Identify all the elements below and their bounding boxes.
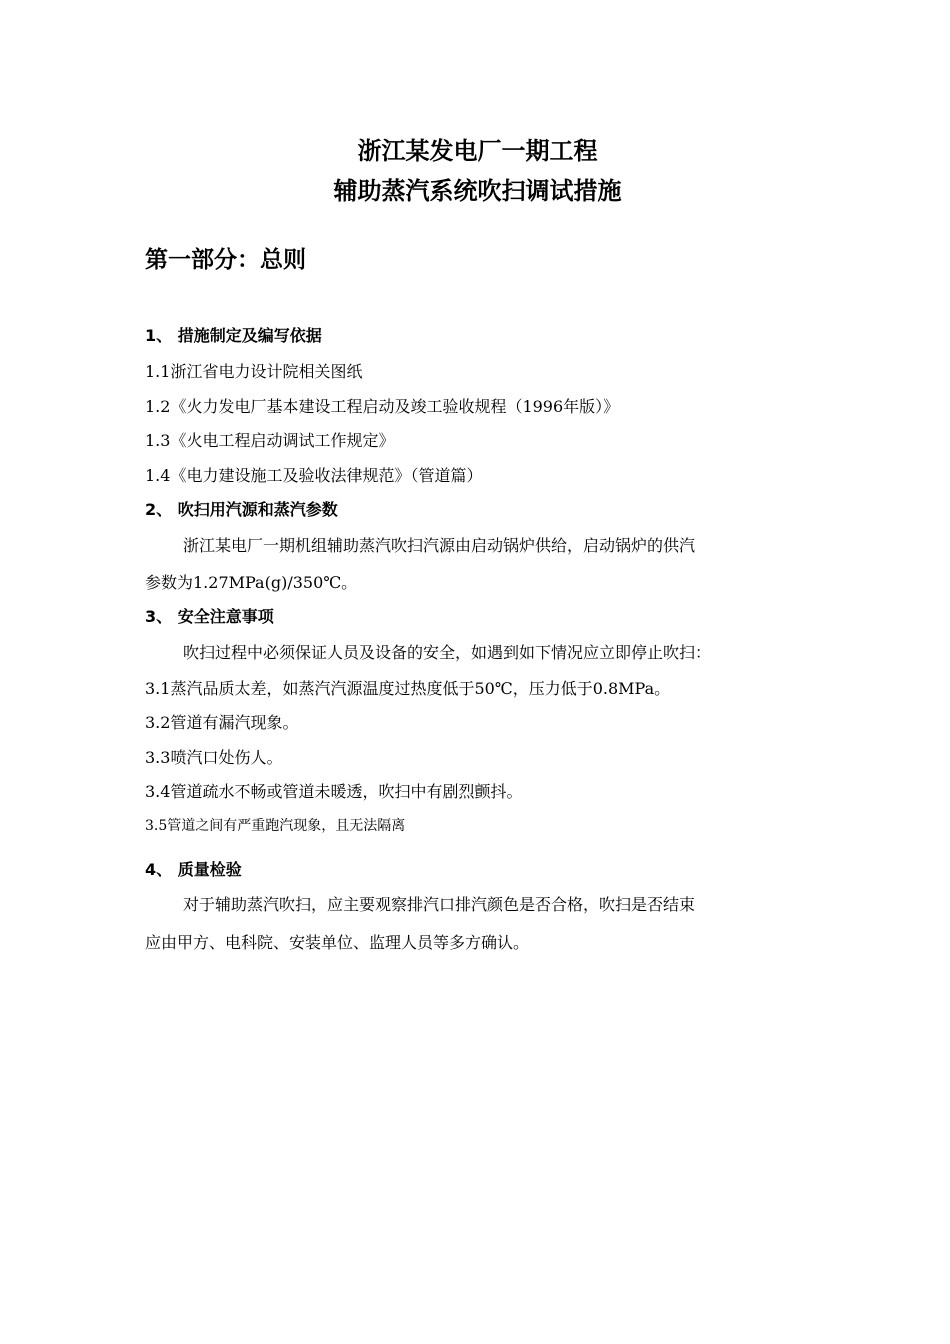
section-heading-4: 4、 质量检验 [145,860,242,879]
section-3-line-1: 吹扫过程中必须保证人员及设备的安全，如遇到如下情况应立即停止吹扫： [183,643,712,662]
document-title-line-1: 浙江某发电厂一期工程 [357,137,598,165]
section-3-line-5: 3.4管道疏水不畅或管道未暖透，吹扫中有剧烈颤抖。 [145,782,523,801]
section-3-line-4: 3.3喷汽口处伤人。 [145,748,283,767]
section-4-line-1: 对于辅助蒸汽吹扫，应主要观察排汽口排汽颜色是否合格，吹扫是否结束 [183,895,696,914]
part-heading: 第一部分：总则 [145,247,306,273]
section-2-line-2: 参数为1.27MPa(g)/350℃。 [145,573,358,592]
section-heading-3: 3、 安全注意事项 [145,607,274,626]
section-3-line-6: 3.5管道之间有严重跑汽现象，且无法隔离 [145,818,406,834]
section-heading-2: 2、 吹扫用汽源和蒸汽参数 [145,500,338,519]
section-3-line-2: 3.1蒸汽品质太差，如蒸汽汽源温度过热度低于50℃，压力低于0.8MPa。 [145,679,671,698]
section-2-line-1: 浙江某电厂一期机组辅助蒸汽吹扫汽源由启动锅炉供给，启动锅炉的供汽 [183,536,696,555]
section-heading-1: 1、 措施制定及编写依据 [145,326,322,345]
section-1-line-2: 1.2《火力发电厂基本建设工程启动及竣工验收规程（1996年版）》 [145,397,620,416]
section-4-line-2: 应由甲方、电科院、安装单位、监理人员等多方确认。 [145,933,530,952]
section-1-line-3: 1.3《火电工程启动调试工作规定》 [145,431,395,450]
section-1-line-1: 1.1浙江省电力设计院相关图纸 [145,362,363,381]
document-title-line-2: 辅助蒸汽系统吹扫调试措施 [333,177,622,205]
section-1-line-4: 1.4《电力建设施工及验收法律规范》（管道篇） [145,466,483,485]
section-3-line-3: 3.2管道有漏汽现象。 [145,713,299,732]
